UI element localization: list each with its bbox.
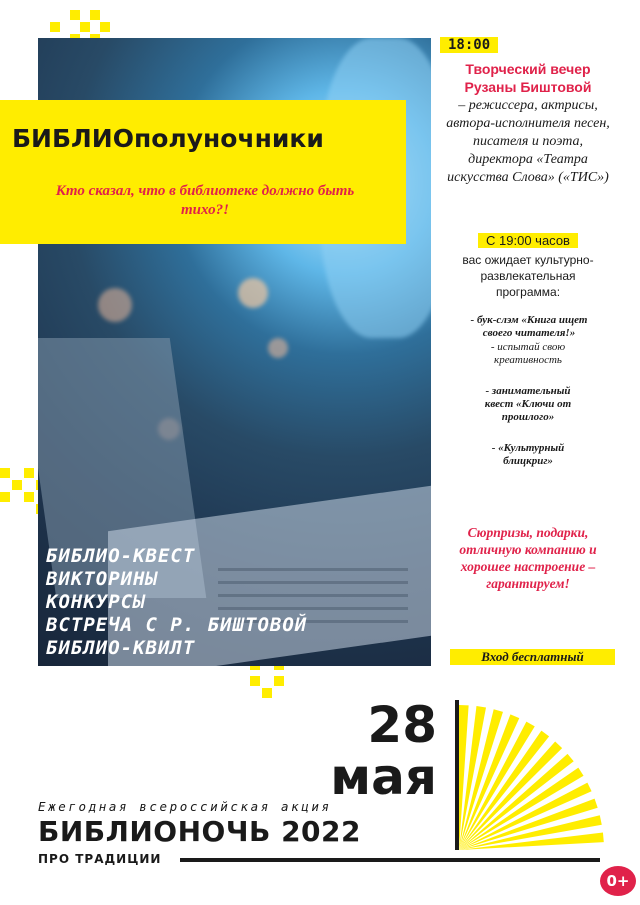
date-day: 28	[367, 696, 437, 754]
tagline: ПРО ТРАДИЦИИ	[38, 852, 162, 866]
evening-block	[440, 36, 616, 187]
event-name: БИБЛИОНОЧЬ 2022	[38, 815, 361, 848]
age-rating-badge: 0+	[600, 866, 636, 896]
event-subtitle: Кто сказал, что в библиотеке должно быть тихо?!	[55, 183, 355, 218]
activity-item: БИБЛИО-КВИЛТ	[46, 637, 196, 659]
annual-label: Ежегодная всероссийская акция	[38, 799, 332, 814]
program-intro: вас ожидает культурно-развлекательная программа:	[462, 253, 594, 299]
event-date	[305, 696, 437, 806]
title-banner	[0, 100, 406, 244]
event-title: БИБЛИОполуночники	[12, 124, 324, 153]
program-item-quest: - занимательный квест «Ключи от прошлого»	[484, 385, 572, 423]
date-month: мая	[330, 748, 437, 806]
activity-item: КОНКУРСЫ	[46, 591, 146, 613]
activity-item: БИБЛИО-КВЕСТ	[46, 545, 196, 567]
evening-title: Творческий вечер Рузаны Биштовой	[464, 61, 592, 95]
program-time: С 19:00 часов	[478, 233, 578, 248]
activity-item: ВСТРЕЧА С Р. БИШТОВОЙ	[46, 614, 308, 636]
activities-list	[46, 545, 307, 660]
program-item-bookslam: - бук-слэм «Книга ищет своего читателя!»	[470, 314, 588, 339]
divider-line	[180, 858, 600, 862]
activity-item: ВИКТОРИНЫ	[46, 568, 158, 590]
program-item-blitz: - «Культурный блицкриг»	[491, 442, 565, 467]
sunburst-logo	[455, 700, 605, 850]
evening-description: – режиссера, актрисы, автора-исполнителя песен, писателя и поэта, директора «Театра искусства Слова» («ТИС»)	[446, 98, 610, 185]
program-item-note: - испытай свою креативность	[490, 341, 566, 366]
evening-time: 18:00	[440, 37, 498, 53]
sunburst-ray	[459, 705, 469, 850]
surprises-text: Сюрпризы, подарки, отличную компанию и хорошее настроение – гарантируем!	[459, 525, 597, 591]
program-block	[440, 232, 616, 468]
free-entry-badge: Вход бесплатный	[450, 649, 615, 665]
